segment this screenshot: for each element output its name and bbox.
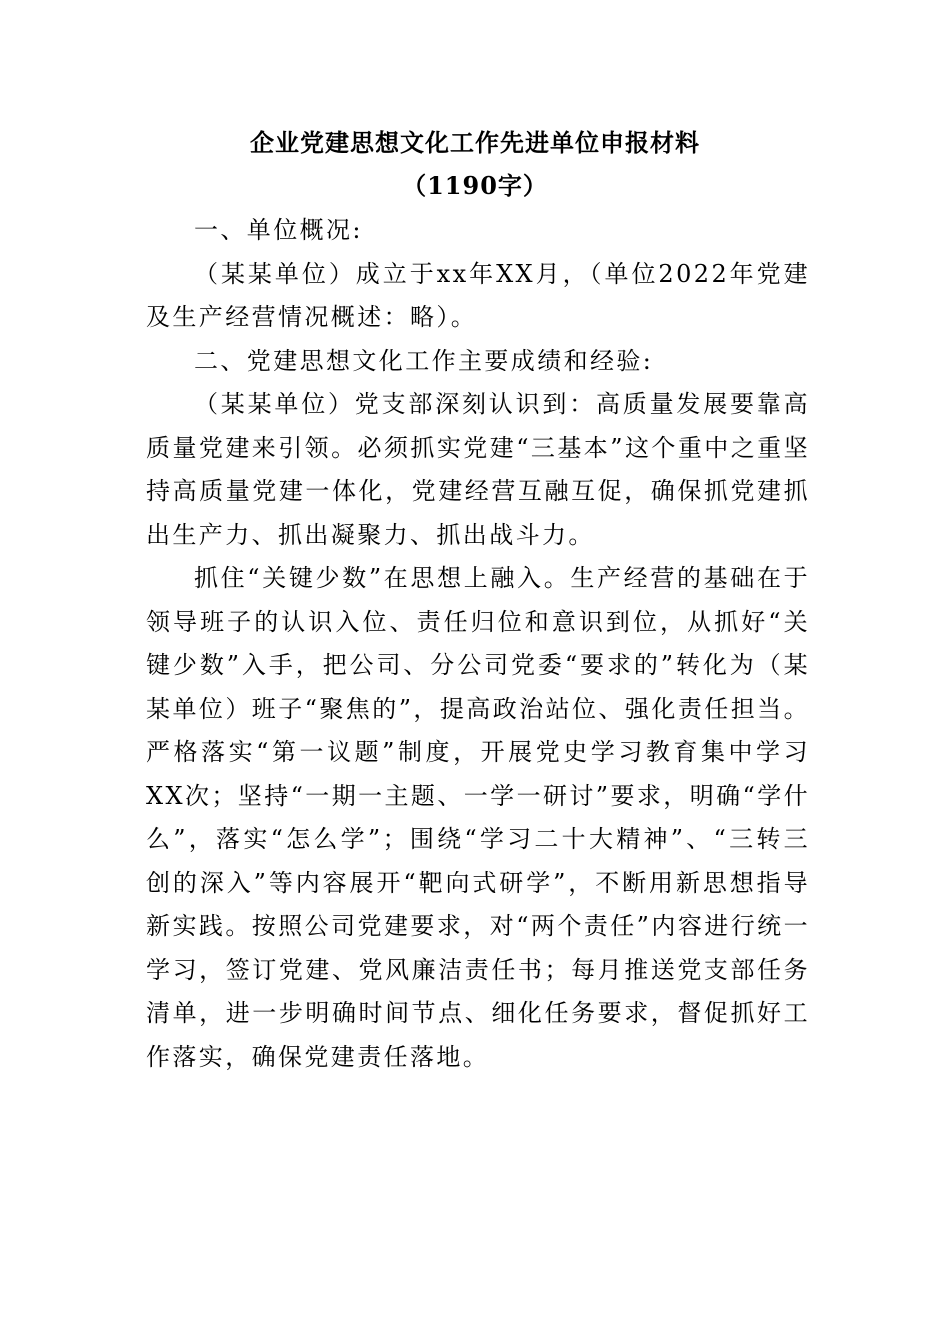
section-heading-achievements: 二、党建思想文化工作主要成绩和经验:	[194, 346, 654, 375]
paragraph-unit-overview: （某某单位）成立于xx年XX月，（单位2022年党建及生产经营情况概述：略）。	[146, 259, 810, 331]
document-body	[146, 209, 810, 1079]
section-heading-overview: 一、单位概况:	[194, 216, 363, 244]
document-title: 企业党建思想文化工作先进单位申报材料	[250, 128, 700, 157]
document-subtitle: （1190字）	[402, 171, 548, 200]
paragraph-party-branch: （某某单位）党支部深刻认识到：高质量发展要靠高质量党建来引领。必须抓实党建“三基本”这个重中之重坚持高质量党建一体化，党建经营互融互促，确保抓党建抓出生产力、抓出凝聚力、抓出战斗力。	[146, 390, 810, 549]
paragraph-key-minority: 抓住“关键少数”在思想上融入。生产经营的基础在于领导班子的认识入位、责任归位和意识到位，从抓好“关键少数”入手，把公司、分公司党委“要求的”转化为（某某单位）班子“聚焦的”，提高政治站位、强化责任担当。严格落实“第一议题”制度，开展党史学习教育集中学习XX次；坚持“一期一主题、一学一研讨”要求，明确“学什么”，落实“怎么学”；围绕“学习二十大精神”、“三转三创的深入”等内容展开“靶向式研学”，不断用新思想指导新实践。按照公司党建要求，对“两个责任”内容进行统一学习，签订党建、党风廉洁责任书；每月推送党支部任务清单，进一步明确时间节点、细化任务要求，督促抓好工作落实，确保党建责任落地。	[146, 564, 810, 1071]
